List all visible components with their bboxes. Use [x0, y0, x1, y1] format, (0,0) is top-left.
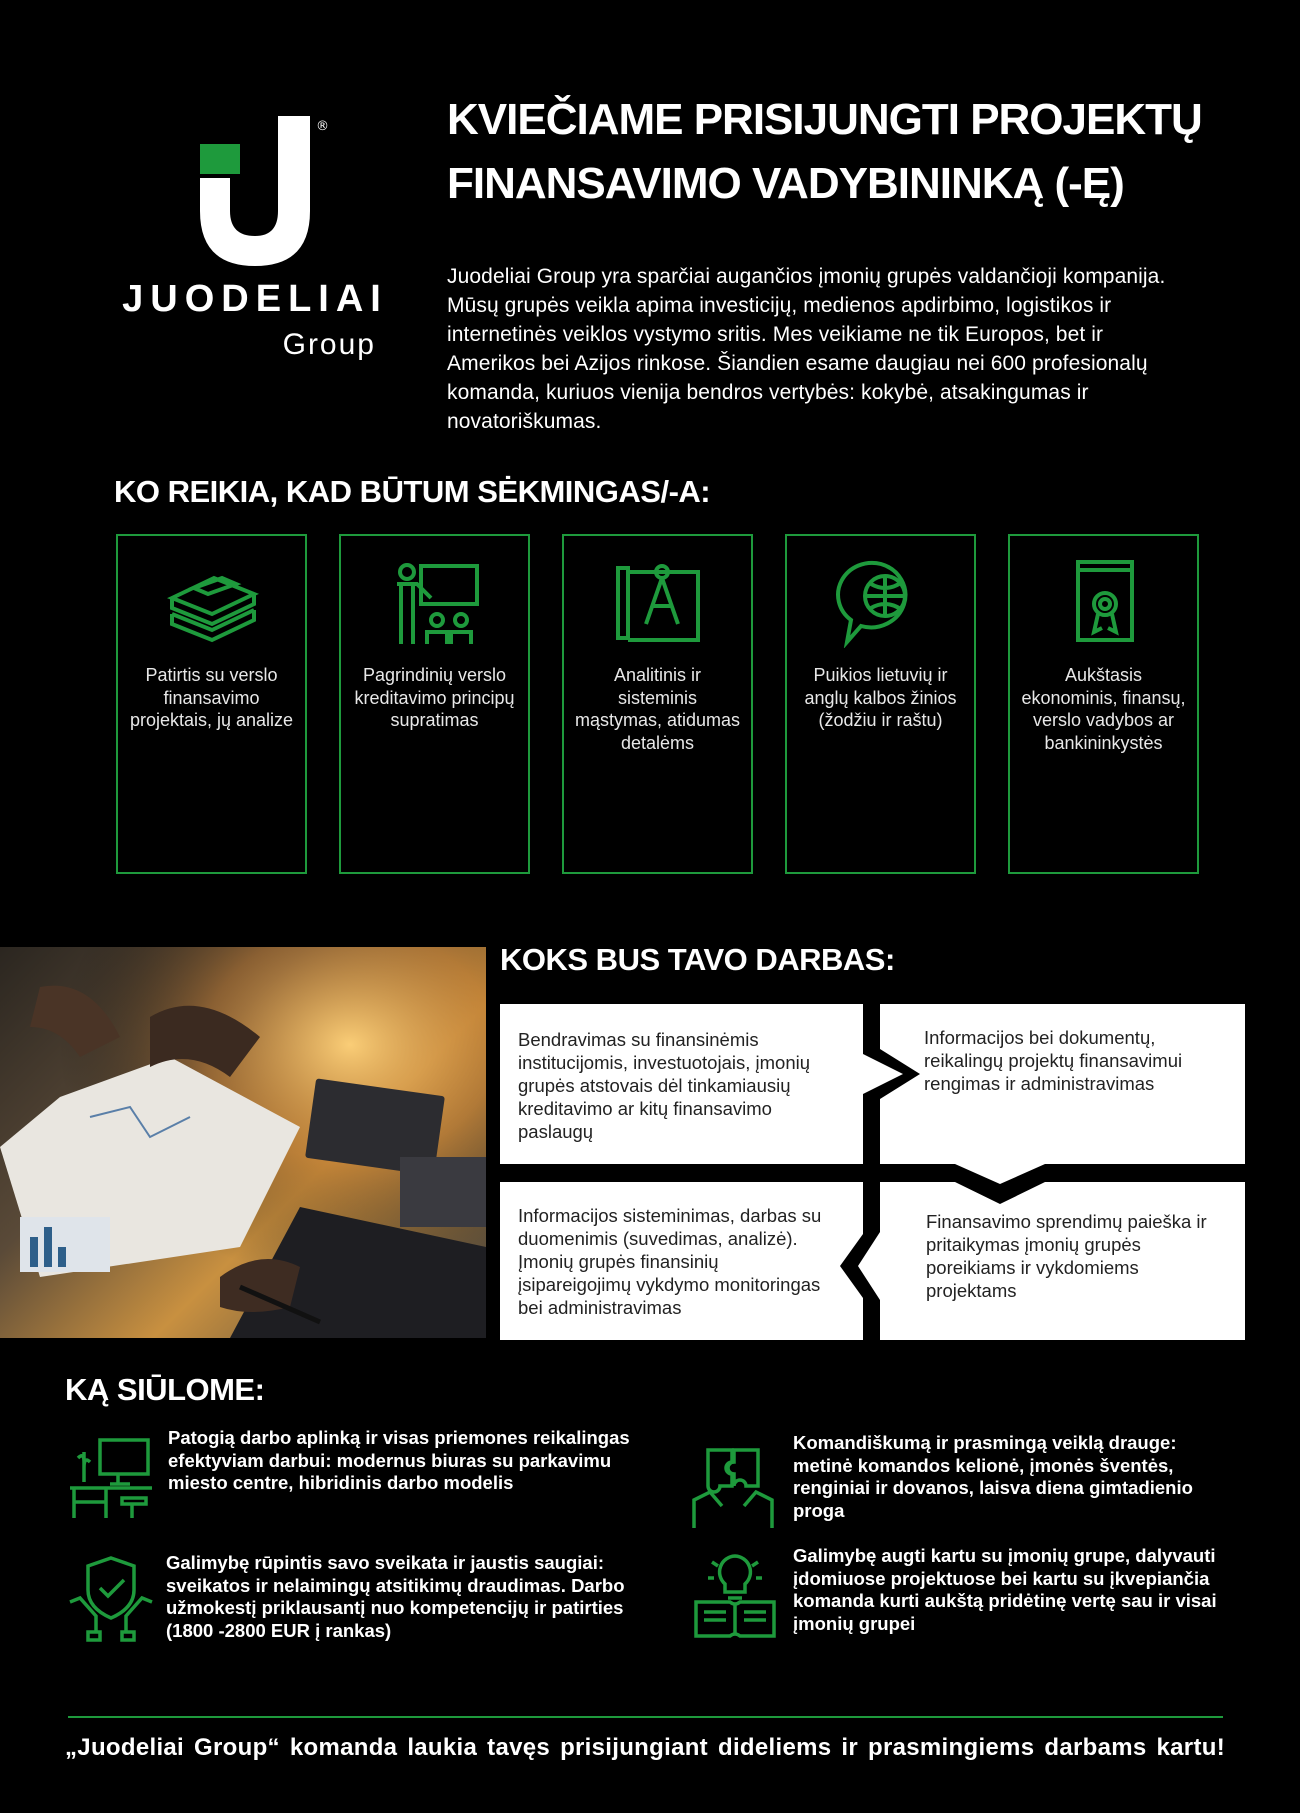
offers-title: KĄ SIŪLOME:	[65, 1372, 265, 1407]
diploma-icon	[1056, 558, 1152, 648]
shield-hands-icon	[66, 1552, 156, 1642]
requirement-text: Analitinis ir sisteminis mąstymas, atidumas detalėms	[574, 665, 741, 753]
work-item: Finansavimo sprendimų paieška ir pritaikymas įmonių grupės poreikiams ir vykdomiems projektams	[926, 1211, 1207, 1301]
offer-text: Komandiškumą ir prasmingą veiklą drauge: metinė komandos kelionė, įmonės šventės, renginiai ir dovanos, laisva diena gimtadienio proga	[793, 1432, 1193, 1521]
requirement-text: Aukštasis ekonominis, finansų, verslo vadybos ar bankininkystės	[1021, 665, 1186, 753]
work-item: Informacijos bei dokumentų, reikalingų projektų finansavimui rengimas ir administravimas	[924, 1027, 1183, 1094]
globe-chat-icon	[833, 558, 929, 648]
logo-group-text: Group	[282, 328, 376, 361]
requirement-text: Pagrindinių verslo kreditavimo principų supratimas	[354, 665, 515, 730]
books-icon	[164, 558, 260, 648]
requirement-card	[339, 534, 530, 874]
work-duties	[500, 1004, 1245, 1340]
company-logo	[110, 110, 400, 380]
footer-slogan: „Juodeliai Group“ komanda laukia tavęs prisijungiant dideliems ir prasmingiems darbams kartu!	[65, 1734, 1225, 1761]
blueprint-compass-icon	[610, 558, 706, 648]
registered-mark: ®	[316, 119, 329, 134]
work-item: Bendravimas su finansinėmis institucijomis, investuotojais, įmonių grupės atstovais dėl tinkamiausių kreditavimo ar kitų finansavimo paslaugų	[518, 1029, 811, 1142]
requirement-card	[562, 534, 753, 874]
workplace-icon	[66, 1432, 156, 1522]
page-title	[447, 88, 1207, 216]
offer-text: Galimybę augti kartu su įmonių grupe, dalyvauti įdomiuose projektuose bei kartu su įkvepiančia komanda kurti aukštą pridėtinę vertę sau ir visai įmonių grupei	[793, 1545, 1217, 1634]
requirement-card	[785, 534, 976, 874]
logo-wordmark: JUODELIAI	[122, 278, 388, 320]
requirements-cards	[116, 534, 1201, 874]
puzzle-hands-icon	[688, 1440, 778, 1530]
work-title: KOKS BUS TAVO DARBAS:	[500, 942, 895, 977]
work-item: Informacijos sisteminimas, darbas su duomenimis (suvedimas, analizė). Įmonių grupės finansinių įsipareigojimų vykdymo monitoringas bei administravimas	[518, 1205, 822, 1318]
offer-text: Galimybę rūpintis savo sveikata ir jaustis saugiai: sveikatos ir nelaimingų atsitikimų draudimas. Darbo užmokestį priklausantį nuo kompetencijų ir patirties (1800 -2800 EUR į rankas)	[166, 1552, 625, 1641]
title-line-1: KVIEČIAME PRISIJUNGTI PROJEKTŲ	[447, 95, 1202, 144]
footer-divider	[68, 1716, 1223, 1718]
requirement-card	[116, 534, 307, 874]
offer-text: Patogią darbo aplinką ir visas priemones reikalingas efektyviam darbui: modernus biuras su parkavimu miesto centre, hibridinis darbo modelis	[168, 1427, 630, 1493]
requirement-text: Puikios lietuvių ir anglų kalbos žinios (žodžiu ir raštu)	[804, 665, 957, 730]
presentation-icon	[387, 558, 483, 648]
intro-paragraph: Juodeliai Group yra sparčiai augančios įmonių grupės valdančioji kompanija. Mūsų grupės veikla apima investicijų, medienos apdirbimo, logistikos ir internetinės veiklos vystymo sritis. Mes veikiame ne tik Europos, bet ir Amerikos bei Azijos rinkose. Šiandien esame daugiau nei 600 profesionalų komanda, kuriuos vienija bendros vertybės: kokybė, atsakingumas ir novatoriškumas.	[447, 265, 1166, 433]
requirement-card	[1008, 534, 1199, 874]
meeting-illustration	[0, 947, 486, 1338]
bulb-book-icon	[690, 1550, 780, 1640]
requirement-text: Patirtis su verslo finansavimo projektais, jų analize	[129, 665, 294, 730]
business-meeting-photo	[0, 947, 486, 1338]
title-line-2: FINANSAVIMO VADYBININKĄ (-Ę)	[447, 159, 1124, 208]
requirements-title: KO REIKIA, KAD BŪTUM SĖKMINGAS/-A:	[114, 474, 711, 509]
juodeliai-logo-mark	[200, 116, 330, 266]
